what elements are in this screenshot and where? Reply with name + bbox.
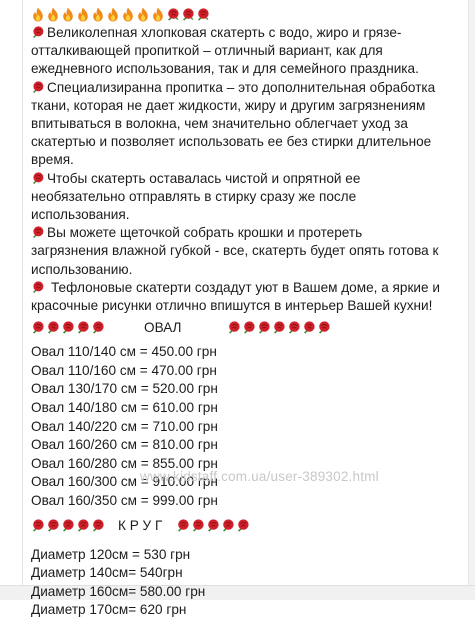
rose-group-left [31,518,106,533]
paragraph-text: Великолепная хлопковая скатерть с водо, жиро и грязе-отталкивающей пропиткой – отличный вариант, как для ежедневного использования, так и для семейного праздника. [31,25,419,77]
list-item: Диаметр 170см= 620 грн [31,602,187,618]
list-item: Диаметр 140см= 540грн [31,565,183,581]
list-item: Диаметр 120см = 530 грн [31,546,191,562]
fire-icon [136,7,150,22]
rose-icon [166,7,180,22]
rose-icon [46,518,60,533]
round-price-list [31,546,441,620]
rose-icon [31,25,45,39]
left-frame [0,0,23,600]
right-scrollbar[interactable] [468,0,475,600]
oval-section-title: ОВАЛ [144,319,182,335]
rose-group-left [31,320,106,335]
post-body [31,4,441,620]
round-section-header [31,516,441,536]
list-item: Овал 160/260 см = 810.00 грн [31,437,218,453]
fire-icon [76,7,90,22]
rose-icon [31,320,45,335]
rose-icon [91,320,105,335]
oval-section-header [31,317,441,337]
fire-icon [46,7,60,22]
list-item: Овал 140/180 см = 610.00 грн [31,400,218,416]
header-emoji-row [31,4,441,24]
rose-icon [31,280,45,294]
watermark: www.kidstaff.com.ua/user-389302.html [140,469,379,484]
list-item: Овал 160/280 см = 855.00 грн [31,455,218,471]
fire-icon [151,7,165,22]
rose-icon [61,518,75,533]
fire-icon [61,7,75,22]
rose-icon [31,171,45,185]
fire-icon [91,7,105,22]
rose-icon [206,518,220,533]
rose-icon [227,320,241,335]
oval-price-list [31,343,441,510]
paragraph-text: Чтобы скатерть оставалась чистой и опрятной ее необязательно отправлять в стирку сразу же после использования. [31,170,361,223]
description-paragraph [31,79,441,170]
rose-icon [31,518,45,533]
rose-icon [196,7,210,22]
rose-icon [242,320,256,335]
fire-icon [121,7,135,22]
list-item: Овал 140/220 см = 710.00 грн [31,418,218,434]
rose-group-right [227,320,332,335]
rose-icon [191,518,205,533]
list-item: Диаметр 160см= 580.00 грн [31,583,206,599]
rose-icon [176,518,190,533]
list-item: Овал 130/170 см = 520.00 грн [31,381,218,397]
paragraph-text: Специализиранна пропитка – это дополнительная обработка ткани, которая не дает жидкости, жиру и другим загрязнениям впитываться в волокна, чем значительно облегчает уход за скатертью и позволяет использовать ее без стирки длительное время. [31,79,436,168]
rose-icon [31,80,45,94]
rose-icon [287,320,301,335]
fire-icon [106,7,120,22]
list-item: Овал 110/160 см = 470.00 грн [31,362,217,378]
rose-group-right [176,518,251,533]
description-paragraph [31,24,441,79]
list-item: Овал 160/300 см = 910.00 грн [31,474,218,490]
paragraph-text: Тефлоновые скатерти создадут уют в Вашем доме, а яркие и красочные рисунки отлично впишутся в интерьер Вашей кухни! [31,279,440,314]
rose-icon [181,7,195,22]
rose-icon [257,320,271,335]
description-paragraph [31,170,441,225]
list-item: Овал 160/350 см = 999.00 грн [31,493,218,508]
rose-icon [76,320,90,335]
rose-icon [317,320,331,335]
rose-icon [272,320,286,335]
list-item: Овал 110/140 см = 450.00 грн [31,344,217,360]
description-paragraph [31,224,441,279]
round-section-title: К Р У Г [118,518,163,534]
rose-icon [31,225,45,239]
rose-icon [91,518,105,533]
paragraph-text: Вы можете щеточкой собрать крошки и протереть загрязнения влажной губкой - все, скатерть будет опять готова к использованию. [31,225,439,277]
rose-icon [76,518,90,533]
rose-icon [61,320,75,335]
description-paragraph [31,279,441,315]
fire-icon [31,7,45,22]
rose-icon [46,320,60,335]
rose-icon [302,320,316,335]
rose-icon [221,518,235,533]
rose-icon [236,518,250,533]
